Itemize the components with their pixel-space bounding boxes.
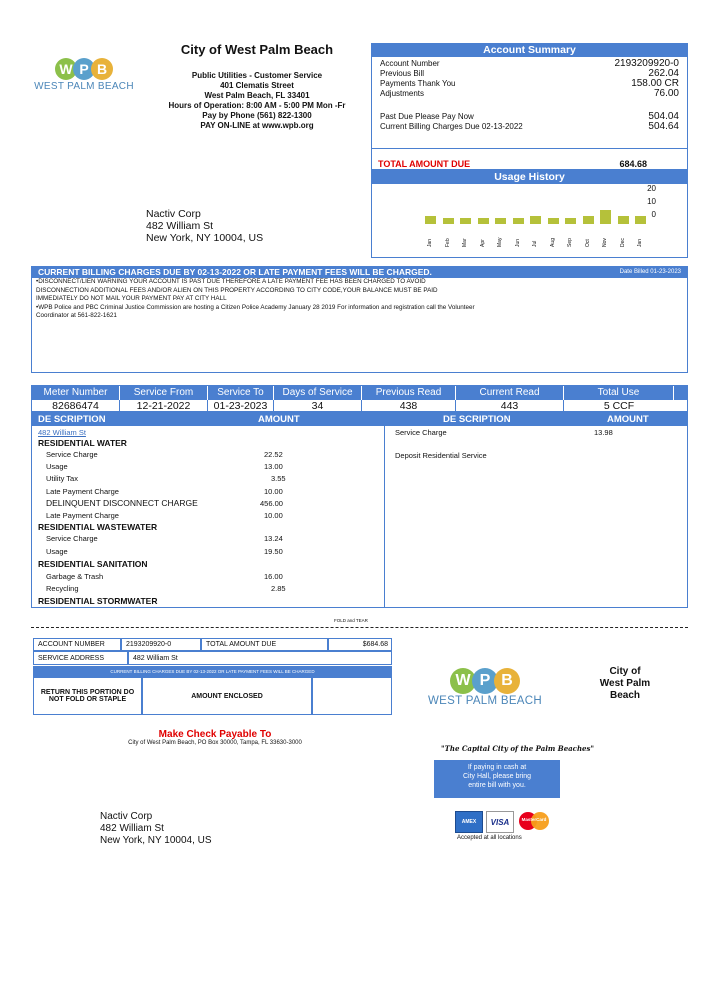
payable-address: City of West Palm Beach, PO Box 30000, Tampa, FL 33630-3000 — [128, 740, 302, 746]
summary-value: 76.00 — [653, 88, 679, 99]
charge-label: Usage — [46, 462, 68, 471]
summary-label: Account Number — [380, 59, 440, 68]
notice-line: •DISCONNECT/LIEN WARNING YOUR ACCOUNT IS PAST DUE THEREFORE A LATE PAYMENT FEE HAS BEEN CHARGED TO AVOID — [36, 278, 426, 285]
usage-month-label: Apr — [479, 239, 486, 247]
logo-w: W — [450, 668, 476, 694]
stub-city-name — [590, 666, 660, 702]
meter-header: Current Read — [456, 386, 564, 400]
usage-month-label: Oct — [584, 239, 591, 247]
charge-label: Service Charge — [46, 450, 98, 459]
amount-header: AMOUNT — [607, 414, 649, 425]
online-link[interactable]: PAY ON-LINE at www.wpb.org — [200, 121, 314, 130]
notice-line: IMMEDIATELY DO NOT MAIL YOUR PAYMENT PAY AT CITY HALL — [36, 295, 227, 302]
charge-label: Service Charge — [46, 534, 98, 543]
charge-amount: 10.00 — [264, 487, 283, 496]
usage-month-label: Feb — [444, 238, 451, 247]
total-due-label: TOTAL AMOUNT DUE — [378, 159, 471, 169]
city-line: West Palm — [599, 678, 651, 689]
logo-p: P — [472, 668, 498, 694]
header-block — [142, 42, 372, 131]
usage-month-label: Aug — [549, 238, 556, 247]
mastercard-icon — [517, 811, 551, 831]
charge-amount: 3.55 — [271, 474, 286, 483]
usage-title: Usage History — [372, 171, 687, 184]
desc-header: DE SCRIPTION — [38, 414, 106, 425]
customer-city: New York, NY 10004, US — [146, 232, 264, 244]
charge-amount: 13.24 — [264, 534, 283, 543]
payable-title: Make Check Payable To — [158, 729, 272, 740]
wpb-logo — [32, 58, 136, 92]
stub-account-label: ACCOUNT NUMBER — [33, 638, 121, 651]
cash-note-line: entire bill with you. — [468, 782, 526, 789]
usage-bar — [425, 216, 436, 224]
logo-text: WEST PALM BEACH — [34, 81, 134, 92]
usage-ytick: 10 — [647, 197, 656, 206]
charge-label: Utility Tax — [46, 474, 78, 483]
meter-header: Service From — [120, 386, 208, 400]
usage-month-label: May — [497, 237, 503, 247]
meter-value: 12-21-2022 — [120, 400, 208, 412]
usage-month-label: Sep — [567, 238, 573, 247]
usage-month-label: Jul — [532, 240, 538, 247]
usage-bar — [618, 216, 629, 224]
street: 401 Clematis Street — [220, 81, 294, 90]
stub-account-value: 2193209920-0 — [121, 638, 201, 651]
usage-month-label: Mar — [462, 238, 468, 247]
charge-amount: 10.00 — [264, 511, 283, 520]
meter-table — [31, 385, 688, 412]
charge-label: Garbage & Trash — [46, 572, 104, 581]
charge-label: Late Payment Charge — [46, 511, 119, 520]
logo-w: W — [55, 58, 77, 80]
total-due-value: 684.68 — [619, 159, 647, 169]
stub-address-label: SERVICE ADDRESS — [33, 651, 128, 665]
charges-header-left — [32, 413, 384, 426]
section-title: RESIDENTIAL WASTEWATER — [38, 522, 158, 532]
section-title: RESIDENTIAL SANITATION — [38, 559, 148, 569]
summary-row — [380, 122, 679, 132]
customer-city: New York, NY 10004, US — [100, 835, 212, 846]
summary-label: Payments Thank You — [380, 79, 456, 88]
usage-plot — [425, 193, 645, 224]
fold-label: FOLD and TEAR — [334, 618, 368, 623]
summary-row — [380, 112, 679, 122]
cash-note-line: City Hall, please bring — [462, 773, 532, 780]
meter-header: Total Use — [564, 386, 674, 400]
phone: Pay by Phone (561) 822-1300 — [202, 111, 312, 120]
charge-amount: 19.50 — [264, 547, 283, 556]
charge-amount: 13.00 — [264, 462, 283, 471]
logo-b: B — [91, 58, 113, 80]
meter-header: Service To — [208, 386, 274, 400]
section-title: RESIDENTIAL WATER — [38, 438, 127, 448]
summary-row — [380, 89, 679, 99]
charge-amount: 2.85 — [271, 584, 286, 593]
right-charge-amount: 13.98 — [594, 428, 613, 437]
meter-header: Previous Read — [362, 386, 456, 400]
usage-bar — [583, 216, 594, 224]
citystate: West Palm Beach, FL 33401 — [204, 91, 310, 100]
tear-line — [31, 627, 688, 628]
meter-value: 443 — [456, 400, 564, 412]
usage-bar — [495, 218, 506, 224]
summary-value: 2193209920-0 — [614, 58, 679, 69]
customer-name: Nactiv Corp — [146, 208, 201, 220]
summary-label: Current Billing Charges Due 02-13-2022 — [380, 122, 523, 131]
visa-label: VISA — [490, 817, 510, 827]
usage-labels — [425, 229, 645, 255]
city-line: City of — [609, 666, 641, 677]
total-due-row — [378, 159, 647, 169]
amex-label: AMEX — [461, 819, 477, 825]
usage-bar — [635, 216, 646, 224]
meter-value: 5 CCF — [603, 400, 635, 412]
meter-value: 34 — [274, 400, 362, 412]
summary-value: 158.00 CR — [631, 78, 679, 89]
cards-caption: Accepted at all locations — [457, 835, 522, 841]
stub-total-value: $684.68 — [328, 638, 392, 651]
notice-line: DISCONNECTION ADDITIONAL FEES AND/OR ALIEN ON THIS PROPERTY ACCORDING TO CITY CODE,YOUR BALANCE MUST BE PAID — [36, 286, 438, 294]
usage-ytick: 20 — [647, 184, 656, 193]
amex-icon — [455, 811, 483, 833]
mastercard-label: MasterCard — [521, 817, 547, 822]
customer-address-bottom — [100, 811, 212, 847]
customer-street: 482 William St — [146, 220, 214, 232]
usage-month-label: Nov — [602, 238, 608, 247]
usage-bar — [600, 210, 611, 224]
logo-p: P — [73, 58, 95, 80]
usage-month-label: Jan — [427, 238, 433, 247]
summary-label: Adjustments — [380, 89, 425, 98]
usage-bar — [565, 218, 576, 224]
city-title: City of West Palm Beach — [180, 42, 334, 57]
address-link[interactable]: 482 William St — [38, 428, 86, 437]
charge-label: Usage — [46, 547, 68, 556]
amount-header: AMOUNT — [258, 414, 300, 425]
summary-row — [380, 59, 679, 69]
account-summary — [371, 43, 688, 170]
customer-address-top — [146, 208, 263, 244]
dept: Public Utilities - Customer Service — [191, 71, 323, 80]
meter-value: 01-23-2023 — [208, 400, 274, 412]
usage-bar — [443, 218, 454, 224]
usage-bar — [530, 216, 541, 224]
stub-amount-enclosed: AMOUNT ENCLOSED — [142, 677, 312, 715]
desc-header: DE SCRIPTION — [443, 414, 511, 425]
usage-bar — [513, 218, 524, 224]
city-line: Beach — [609, 690, 640, 701]
stub-return-label: RETURN THIS PORTION DO NOT FOLD OR STAPLE — [33, 677, 142, 715]
usage-month-label: Jun — [514, 238, 521, 247]
usage-bar — [460, 218, 471, 224]
summary-value: 262.04 — [648, 68, 679, 79]
meter-value: 438 — [362, 400, 456, 412]
logo-text: WEST PALM BEACH — [428, 695, 542, 707]
hours: Hours of Operation: 8:00 AM - 5:00 PM Mon -Fr — [168, 101, 346, 110]
summary-value: 504.04 — [648, 111, 679, 122]
right-charge-label: Service Charge — [395, 428, 447, 437]
section-title: RESIDENTIAL STORMWATER — [38, 596, 158, 606]
notice-title: CURRENT BILLING CHARGES DUE BY 02-13-2022 OR LATE PAYMENT FEES WILL BE CHARGED. — [38, 267, 432, 277]
customer-street: 482 William St — [100, 823, 164, 834]
summary-label: Previous Bill — [380, 69, 425, 78]
amount-enclosed-field[interactable] — [312, 677, 392, 715]
summary-title: Account Summary — [372, 44, 687, 57]
charge-amount: 456.00 — [260, 499, 283, 508]
usage-month-label: Jan — [637, 238, 643, 247]
billing-notice — [31, 266, 688, 373]
notice-header — [32, 267, 687, 278]
meter-value: 82686474 — [32, 400, 120, 412]
wpb-logo-stub — [426, 668, 544, 707]
usage-history — [371, 170, 688, 258]
cash-note — [434, 760, 560, 798]
notice-line: •WPB Police and PBC Criminal Justice Commission are hosting a Citizen Police Academy January 28 2019 For information and registration call the Volunteer — [36, 303, 475, 311]
right-charge-label: Deposit Residential Service — [395, 451, 487, 460]
stub-total-label: TOTAL AMOUNT DUE — [201, 638, 328, 651]
cash-note-line: If paying in cash at — [467, 764, 527, 771]
payable-block — [60, 729, 370, 746]
meter-header: Days of Service — [274, 386, 362, 400]
charge-label: DELINQUENT DISCONNECT CHARGE — [46, 498, 198, 508]
meter-header: Meter Number — [32, 386, 120, 400]
charge-amount: 22.52 — [264, 450, 283, 459]
usage-month-label: Dec — [619, 238, 626, 247]
card-icons — [455, 811, 551, 833]
usage-bar — [478, 218, 489, 224]
date-billed: Date Billed 01-23-2023 — [619, 269, 681, 275]
charges-table — [31, 412, 688, 608]
summary-label: Past Due Please Pay Now — [380, 112, 474, 121]
summary-row — [380, 79, 679, 89]
customer-name: Nactiv Corp — [100, 811, 153, 822]
charge-label: Late Payment Charge — [46, 487, 119, 496]
usage-bar — [548, 218, 559, 224]
visa-icon — [486, 811, 514, 833]
slogan: "The Capital City of the Palm Beaches" — [441, 744, 595, 753]
charge-amount: 16.00 — [264, 572, 283, 581]
charge-label: Recycling — [46, 584, 79, 593]
logo-b: B — [494, 668, 520, 694]
summary-value: 504.64 — [648, 121, 679, 132]
stub-banner: CURRENT BILLING CHARGES DUE BY 02-13-2022 OR LATE PAYMENT FEES WILL BE CHARGED — [33, 666, 392, 677]
charges-header-right — [385, 413, 687, 426]
notice-line: Coordinator at 561-822-1621 — [36, 312, 117, 319]
stub-address-value: 482 William St — [128, 651, 392, 665]
usage-ytick: 0 — [651, 210, 656, 219]
